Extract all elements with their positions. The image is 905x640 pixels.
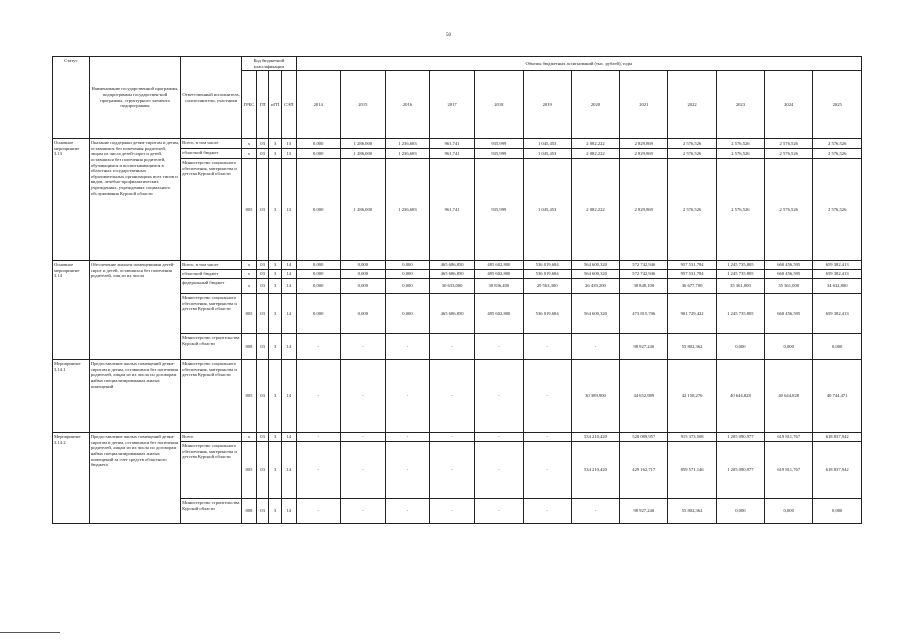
row-value: -	[340, 334, 385, 360]
header-codes-title: Код бюджетной классификации	[242, 57, 297, 71]
row-value: 0,000	[296, 261, 340, 270]
row-value: 564 600,320	[571, 270, 619, 279]
row-value: 0,000	[385, 279, 429, 294]
row-value: -	[340, 433, 385, 442]
row-value: 2 576,526	[716, 139, 764, 149]
row-name: Предоставление жилых помещений детям-сиротам и детям, оставшимся без попечения родителей, лицам из их числа по договорам найма специализированных жилых помещений за счет средств областного бюджета	[89, 433, 180, 524]
row-value: 465 686,850	[430, 261, 475, 270]
row-name: Оказание поддержки детям-сиротам и детям, оставшимся без попечения родителей, лицам из числа детей-сирот и детей, оставшихся без попечения родителей, обучающимся и воспитывающимся в областных государственных образовательных организациях всех типов и видов, лечебно-профилактических учреждениях, учреждениях социального обслуживания Курской области	[89, 139, 180, 261]
header-year: 2024	[765, 71, 813, 139]
row-value: -	[523, 360, 571, 433]
row-code: 03	[256, 334, 269, 360]
row-value: -	[340, 499, 385, 524]
row-code: 3	[269, 360, 282, 433]
row-value: 2 082,222	[571, 139, 619, 149]
row-value: 38 848,100	[620, 279, 668, 294]
row-code: 3	[269, 334, 282, 360]
row-value: 0,000	[296, 294, 340, 334]
row-value: 618 837,942	[813, 433, 862, 442]
row-value: 1 245 735,805	[716, 261, 764, 270]
row-value: -	[430, 360, 475, 433]
table-row	[53, 433, 862, 442]
row-value: 0,000	[296, 279, 340, 294]
row-executor: Всего, в том числе	[181, 261, 242, 270]
row-code: х	[242, 433, 257, 442]
row-status: Основное мероприятие 3.14	[53, 261, 90, 360]
row-value: 2 576,526	[813, 139, 862, 149]
row-value: 915 373,508	[668, 433, 716, 442]
row-value: 2 576,526	[813, 149, 862, 159]
row-value: 1 045,453	[523, 139, 571, 149]
row-code: 03	[256, 149, 269, 159]
row-value: -	[571, 334, 619, 360]
row-value: 1 286,000	[340, 159, 385, 261]
row-value: -	[523, 442, 571, 499]
row-code: х	[242, 270, 257, 279]
row-value: -	[475, 433, 523, 442]
row-value: 30 389,900	[571, 360, 619, 433]
row-executor: Министерство социального обеспечения, материнства и детства Курской области	[181, 159, 242, 261]
row-value: 0,000	[813, 334, 862, 360]
header-year: 2023	[716, 71, 764, 139]
row-code: 805	[242, 159, 257, 261]
row-code: 3	[269, 433, 282, 442]
header-year: 2019	[523, 71, 571, 139]
row-value: 0,000	[340, 279, 385, 294]
row-code: 805	[242, 294, 257, 334]
header-year: 2018	[475, 71, 523, 139]
row-value: -	[296, 499, 340, 524]
header-code: ГРБС	[242, 71, 257, 139]
row-code: 14	[281, 261, 296, 270]
row-code: 03	[256, 261, 269, 270]
row-code: 03	[256, 279, 269, 294]
row-value: 528 089,957	[620, 433, 668, 442]
row-value: 0,000	[296, 149, 340, 159]
row-executor: Всего	[181, 433, 242, 442]
row-value: 26 439,200	[571, 279, 619, 294]
row-value: 2 576,526	[716, 159, 764, 261]
row-executor: Министерство социального обеспечения, материнства и детства Курской области	[181, 360, 242, 433]
header-year: 2022	[668, 71, 716, 139]
row-value: 572 742,946	[620, 261, 668, 270]
row-code: х	[242, 139, 257, 149]
row-value: 564 600,320	[571, 261, 619, 270]
row-executor: федеральный бюджет	[181, 279, 242, 294]
row-executor: областной бюджет	[181, 149, 242, 159]
row-value: 2 576,526	[765, 139, 813, 149]
row-value: 961,741	[430, 139, 475, 149]
row-code: 03	[256, 360, 269, 433]
header-year: 2025	[813, 71, 862, 139]
row-value: -	[475, 499, 523, 524]
row-value: 36 677,700	[668, 279, 716, 294]
row-code: х	[242, 261, 257, 270]
row-value: 536 019,684	[523, 261, 571, 270]
row-code: 3	[269, 261, 282, 270]
row-value: 2 082,222	[571, 159, 619, 261]
row-name: Предоставление жилых помещений детям-сиротам и детям, оставшимся без попечения родителей, лицам из их числа по договорам найма специализированных жилых помещений	[89, 360, 180, 433]
row-value: 0,000	[340, 294, 385, 334]
row-code: 03	[256, 442, 269, 499]
row-value: 1 236,683	[385, 159, 429, 261]
row-code: 3	[269, 294, 282, 334]
row-value: 660 456,595	[765, 270, 813, 279]
row-value: -	[296, 334, 340, 360]
row-code: 808	[242, 499, 257, 524]
row-value: 1 045,453	[523, 159, 571, 261]
row-value: 485 602,800	[475, 261, 523, 270]
row-value: 859 571,146	[668, 442, 716, 499]
row-value: 1 245 735,805	[716, 294, 764, 334]
row-value: -	[475, 442, 523, 499]
row-code: 03	[256, 139, 269, 149]
header-code: пГП	[269, 71, 282, 139]
row-value: -	[340, 360, 385, 433]
row-code: 3	[269, 270, 282, 279]
row-value: 465 686,850	[430, 294, 475, 334]
row-value: 465 686,850	[430, 270, 475, 279]
row-value: 40 644,828	[716, 360, 764, 433]
row-value: 55 802,362	[668, 499, 716, 524]
row-code: 3	[269, 442, 282, 499]
row-value: -	[385, 360, 429, 433]
row-value: 961,741	[430, 149, 475, 159]
row-value: 659 382,413	[813, 294, 862, 334]
row-code: 3	[269, 279, 282, 294]
row-status: Основное мероприятие 3.13	[53, 139, 90, 261]
row-value: 0,000	[385, 270, 429, 279]
row-value: 1 045,453	[523, 149, 571, 159]
row-code: 14	[281, 442, 296, 499]
header-status: Статус	[53, 57, 90, 139]
row-code: 3	[269, 159, 282, 261]
row-executor: Министерство социального обеспечения, материнства и детства Курской области	[181, 294, 242, 334]
header-year: 2021	[620, 71, 668, 139]
row-value: 1 236,683	[385, 149, 429, 159]
page-number: 50	[446, 33, 451, 38]
row-value: 40 644,828	[765, 360, 813, 433]
row-code: 3	[269, 149, 282, 159]
row-value: -	[296, 433, 340, 442]
row-value: 0,000	[296, 159, 340, 261]
row-value: -	[296, 360, 340, 433]
row-code: 03	[256, 270, 269, 279]
row-value: 1 236,683	[385, 139, 429, 149]
row-code: 03	[256, 159, 269, 261]
row-value: 1 205 090,977	[716, 442, 764, 499]
row-value: -	[385, 334, 429, 360]
row-value: 30 836,400	[475, 279, 523, 294]
row-value: 0,000	[340, 270, 385, 279]
row-value: 0,000	[385, 294, 429, 334]
row-value: -	[430, 499, 475, 524]
row-value: 659 382,413	[813, 261, 862, 270]
row-value: -	[385, 433, 429, 442]
row-code: 14	[281, 294, 296, 334]
header-year: 2014	[296, 71, 340, 139]
row-code: 13	[281, 149, 296, 159]
row-value: 564 600,320	[571, 294, 619, 334]
row-value: 2 576,526	[765, 149, 813, 159]
row-value: 34 632,800	[813, 279, 862, 294]
row-value: 30 633,000	[430, 279, 475, 294]
row-value: 35 361,000	[765, 279, 813, 294]
row-code: 3	[269, 139, 282, 149]
row-value: -	[475, 360, 523, 433]
row-code: 13	[281, 139, 296, 149]
row-name: Обеспечение жильем помещениями детей-сирот и детей, оставшихся без попечения родителей, лиц из их числа	[89, 261, 180, 360]
row-code: 805	[242, 360, 257, 433]
row-value: 0,000	[765, 334, 813, 360]
header-code: ГП	[256, 71, 269, 139]
row-code: х	[242, 279, 257, 294]
row-value: 40 744,471	[813, 360, 862, 433]
row-executor: Министерство социального обеспечения, материнства и детства Курской области	[181, 442, 242, 499]
page-edge-line	[0, 632, 60, 633]
row-code: 14	[281, 270, 296, 279]
row-value: 1 286,000	[340, 149, 385, 159]
row-value: 429 162,717	[620, 442, 668, 499]
row-value: 901 729,422	[668, 294, 716, 334]
row-value: -	[475, 334, 523, 360]
row-value: 485 602,800	[475, 270, 523, 279]
table-row	[53, 139, 862, 149]
row-code: 03	[256, 433, 269, 442]
row-value: 2 576,526	[668, 159, 716, 261]
row-code: 14	[281, 499, 296, 524]
row-value: 44 652,989	[620, 360, 668, 433]
header-year: 2015	[340, 71, 385, 139]
row-value: 935,999	[475, 149, 523, 159]
row-value: -	[523, 433, 571, 442]
row-value: -	[430, 433, 475, 442]
row-value: -	[385, 442, 429, 499]
header-name: Наименование государственной программы, подпрограммы государствен-ной программы, структурного элемента подпрограммы	[89, 57, 180, 139]
row-value: 2 576,526	[765, 159, 813, 261]
row-value: 42 158,276	[668, 360, 716, 433]
row-executor: Министерство строительства Курской области	[181, 499, 242, 524]
row-value: -	[296, 442, 340, 499]
row-value: 98 927,240	[620, 499, 668, 524]
row-code: 808	[242, 334, 257, 360]
row-value: 961,741	[430, 159, 475, 261]
row-value: 485 602,800	[475, 294, 523, 334]
row-value: 572 742,946	[620, 270, 668, 279]
row-value: 2 082,222	[571, 149, 619, 159]
row-code: 3	[269, 499, 282, 524]
row-value: 536 019,684	[523, 270, 571, 279]
row-value: 935,999	[475, 139, 523, 149]
row-executor: Министерство строительства Курской области	[181, 334, 242, 360]
row-value: 2 829,869	[620, 149, 668, 159]
row-value: -	[523, 334, 571, 360]
row-value: 957 531,784	[668, 261, 716, 270]
row-value: 534 210,420	[571, 442, 619, 499]
row-value: 2 576,526	[813, 159, 862, 261]
row-value: 619 811,767	[765, 433, 813, 442]
row-value: 0,000	[716, 334, 764, 360]
header-code: СЭП	[281, 71, 296, 139]
row-code: 13	[281, 159, 296, 261]
row-value: 2 829,869	[620, 139, 668, 149]
row-value: -	[430, 334, 475, 360]
row-code: 805	[242, 442, 257, 499]
row-value: 0,000	[813, 499, 862, 524]
row-value: 2 829,869	[620, 159, 668, 261]
row-value: 473 815,706	[620, 294, 668, 334]
row-value: 659 382,413	[813, 270, 862, 279]
row-value: 29 563,300	[523, 279, 571, 294]
row-value: 35 361,000	[716, 279, 764, 294]
row-value: 98 927,240	[620, 334, 668, 360]
row-code: 14	[281, 279, 296, 294]
row-value: 1 286,000	[340, 139, 385, 149]
budget-table	[52, 56, 862, 524]
row-value: 660 456,595	[765, 294, 813, 334]
row-value: 0,000	[340, 261, 385, 270]
row-status: Мероприятие 3.14.2	[53, 433, 90, 524]
row-value: 0,000	[716, 499, 764, 524]
row-value: 0,000	[296, 139, 340, 149]
row-value: -	[340, 442, 385, 499]
row-value: 618 837,942	[813, 442, 862, 499]
table-row	[53, 360, 862, 433]
row-value: 2 576,526	[668, 149, 716, 159]
row-executor: Всего, в том числе	[181, 139, 242, 149]
row-value: 55 802,362	[668, 334, 716, 360]
row-code: 03	[256, 294, 269, 334]
row-code: 14	[281, 334, 296, 360]
row-value: -	[571, 499, 619, 524]
row-value: 534 210,420	[571, 433, 619, 442]
row-value: 957 531,784	[668, 270, 716, 279]
row-code: 14	[281, 360, 296, 433]
header-year: 2017	[430, 71, 475, 139]
row-value: 1 245 735,805	[716, 270, 764, 279]
header-year: 2016	[385, 71, 429, 139]
row-value: 1 205 090,977	[716, 433, 764, 442]
row-code: х	[242, 149, 257, 159]
row-value: 660 456,595	[765, 261, 813, 270]
row-executor: областной бюджет	[181, 270, 242, 279]
row-value: 619 811,767	[765, 442, 813, 499]
row-code: 14	[281, 433, 296, 442]
row-code: 03	[256, 499, 269, 524]
row-value: 2 576,526	[668, 139, 716, 149]
row-status: Мероприятие 3.14.1	[53, 360, 90, 433]
header-executor: Ответственный исполнитель, соисполнители, участники	[181, 57, 242, 139]
row-value: 536 019,684	[523, 294, 571, 334]
row-value: 2 576,526	[716, 149, 764, 159]
row-value: 0,000	[296, 270, 340, 279]
row-value: 0,000	[385, 261, 429, 270]
header-year: 2020	[571, 71, 619, 139]
row-value: -	[430, 442, 475, 499]
row-value: -	[385, 499, 429, 524]
row-value: -	[523, 499, 571, 524]
table-row	[53, 261, 862, 270]
row-value: 935,999	[475, 159, 523, 261]
header-volumes-title: Объемы бюджетных ассигнований (тыс. рублей), годы	[296, 57, 861, 71]
row-value: 0,000	[765, 499, 813, 524]
